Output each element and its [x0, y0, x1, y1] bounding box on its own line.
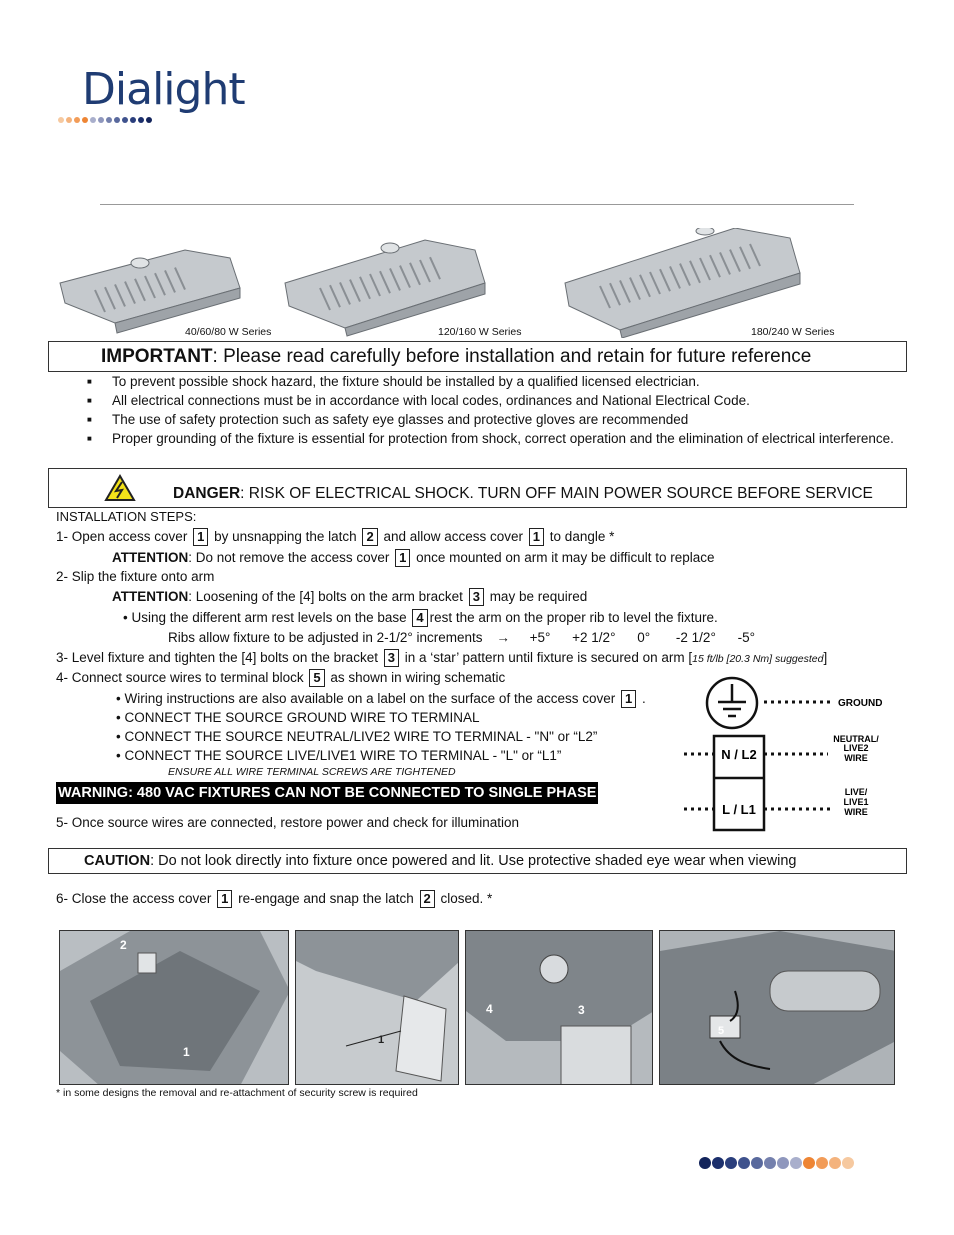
neutral-label: NEUTRAL/ [833, 734, 879, 744]
warning-banner: WARNING: 480 VAC FIXTURES CAN NOT BE CONNECTED TO SINGLE PHASE [56, 782, 598, 804]
ensure-note: ENSURE ALL WIRE TERMINAL SCREWS ARE TIGHTENED [168, 766, 456, 778]
footer-dot [790, 1157, 802, 1169]
brand-dots [58, 111, 154, 126]
footer-dot [738, 1157, 750, 1169]
step-1: 1- Open access cover 1 by unsnapping the latch 2 and allow access cover 1 to dangle * [56, 529, 615, 544]
svg-text:3: 3 [578, 1003, 585, 1017]
bullet-item: ■ Proper grounding of the fixture is essential for protection from shock, correct operation and the elimination of electrical interference. [57, 429, 897, 448]
brand-dot [130, 117, 136, 123]
ribs-note: Ribs allow fixture to be adjusted in 2-1/2° increments → +5° +2 1/2° 0° -2 1/2° -5° [168, 630, 756, 645]
brand-dot [138, 117, 144, 123]
neutral-label: LIVE2 [843, 743, 869, 753]
step-4: 4- Connect source wires to terminal block 5 as shown in wiring schematic [56, 670, 506, 685]
important-label: IMPORTANT [101, 346, 213, 367]
brand-dot [106, 117, 112, 123]
neutral-label: WIRE [844, 753, 868, 763]
step-5: 5- Once source wires are connected, restore power and check for illumination [56, 815, 519, 830]
photo-latch [59, 930, 289, 1085]
brand-logo [82, 64, 245, 115]
caption-small: 40/60/80 W Series [185, 326, 272, 338]
footer-dots [699, 1157, 855, 1172]
footer-dot [712, 1157, 724, 1169]
electrical-hazard-icon [104, 474, 136, 502]
fixture-medium-image [285, 240, 485, 336]
brand-dot [146, 117, 152, 123]
important-box [48, 341, 907, 372]
footer-dot [725, 1157, 737, 1169]
step-6: 6- Close the access cover 1 re-engage and snap the latch 2 closed. * [56, 891, 493, 906]
ref-number: 5 [309, 669, 324, 687]
ref-number: 3 [384, 649, 399, 667]
attention-1: ATTENTION: Do not remove the access cover 1 once mounted on arm it may be difficult to replace [112, 550, 715, 565]
wiring-note-4: • CONNECT THE SOURCE LIVE/LIVE1 WIRE TO TERMINAL - "L" or “L1” [116, 748, 562, 763]
wiring-schematic [676, 672, 906, 837]
photo-arm-bracket [465, 930, 653, 1085]
ref-number: 2 [362, 528, 377, 546]
ref-number: 1 [621, 690, 636, 708]
brand-dot [122, 117, 128, 123]
fixture-large-image [565, 228, 800, 338]
caution-text: : Do not look directly into fixture once powered and lit. Use protective shaded eye wear when viewing [150, 853, 797, 869]
footnote: * in some designs the removal and re-attachment of security screw is required [56, 1087, 418, 1099]
caution-box [48, 848, 907, 874]
safety-bullets [57, 372, 897, 448]
brand-dot [58, 117, 64, 123]
ground-symbol-icon [707, 678, 757, 728]
ground-label: GROUND [838, 698, 883, 709]
footer-dot [816, 1157, 828, 1169]
ref-number: 1 [217, 890, 232, 908]
footer-dot [777, 1157, 789, 1169]
svg-text:4: 4 [486, 1002, 493, 1016]
terminal-l-l1: L / L1 [722, 802, 756, 817]
photo-access-cover [295, 930, 459, 1085]
caption-large: 180/240 W Series [751, 326, 835, 338]
arrow-icon: → [496, 630, 510, 645]
svg-text:2: 2 [120, 938, 127, 952]
svg-text:5: 5 [718, 1025, 725, 1037]
ref-number: 1 [395, 549, 410, 567]
live-label: LIVE/ [844, 787, 868, 797]
bullet-item: ■ All electrical connections must be in accordance with local codes, ordinances and National Electrical Code. [57, 391, 897, 410]
live-label: WIRE [844, 807, 868, 817]
wiring-note-3: • CONNECT THE SOURCE NEUTRAL/LIVE2 WIRE TO TERMINAL - "N" or “L2” [116, 729, 598, 744]
arm-rest-note: • Using the different arm rest levels on the base 4 rest the arm on the proper rib to level the fixture. [123, 610, 718, 625]
footer-dot [829, 1157, 841, 1169]
wiring-note-1: • Wiring instructions are also available on a label on the surface of the access cover 1 . [116, 691, 646, 706]
steps-heading: INSTALLATION STEPS: [56, 509, 197, 524]
danger-text-line [173, 485, 873, 503]
brand-dot [66, 117, 72, 123]
footer-dot [764, 1157, 776, 1169]
danger-label: DANGER [173, 485, 241, 502]
bullet-item: ■ To prevent possible shock hazard, the fixture should be installed by a qualified licensed electrician. [57, 372, 897, 391]
step-2: 2- Slip the fixture onto arm [56, 569, 215, 584]
step-3: 3- Level fixture and tighten the [4] bolts on the bracket 3 in a ‘star’ pattern until fixture is secured on arm [15 ft/lb [20.3 Nm] suggested] [56, 650, 828, 665]
danger-text: : RISK OF ELECTRICAL SHOCK. TURN OFF MAIN POWER SOURCE BEFORE SERVICE [240, 485, 873, 502]
bullet-item: ■ The use of safety protection such as safety eye glasses and protective gloves are recommended [57, 410, 897, 429]
footer-dot [699, 1157, 711, 1169]
attention-2: ATTENTION: Loosening of the [4] bolts on the arm bracket 3 may be required [112, 589, 588, 604]
important-text: : Please read carefully before installation and retain for future reference [212, 346, 812, 367]
ref-number: 1 [529, 528, 544, 546]
caption-medium: 120/160 W Series [438, 326, 522, 338]
ref-number: 4 [412, 609, 427, 627]
ref-number: 1 [193, 528, 208, 546]
ref-number: 2 [420, 890, 435, 908]
ref-number: 3 [469, 588, 484, 606]
header-rule [100, 204, 854, 205]
photo-terminal-block [659, 930, 895, 1085]
danger-box [48, 468, 907, 508]
terminal-n-l2: N / L2 [721, 747, 757, 762]
brand-dot [114, 117, 120, 123]
svg-text:1: 1 [378, 1034, 385, 1046]
wiring-note-2: • CONNECT THE SOURCE GROUND WIRE TO TERMINAL [116, 710, 480, 725]
caution-label: CAUTION [84, 853, 151, 869]
svg-text:1: 1 [183, 1045, 190, 1059]
brand-name: Dialight [82, 64, 245, 115]
fixture-small-image [60, 250, 240, 333]
brand-dot [82, 117, 88, 123]
brand-dot [98, 117, 104, 123]
brand-dot [74, 117, 80, 123]
footer-dot [803, 1157, 815, 1169]
footer-dot [842, 1157, 854, 1169]
brand-dot [90, 117, 96, 123]
live-label: LIVE1 [843, 797, 869, 807]
footer-dot [751, 1157, 763, 1169]
product-images [55, 228, 855, 338]
